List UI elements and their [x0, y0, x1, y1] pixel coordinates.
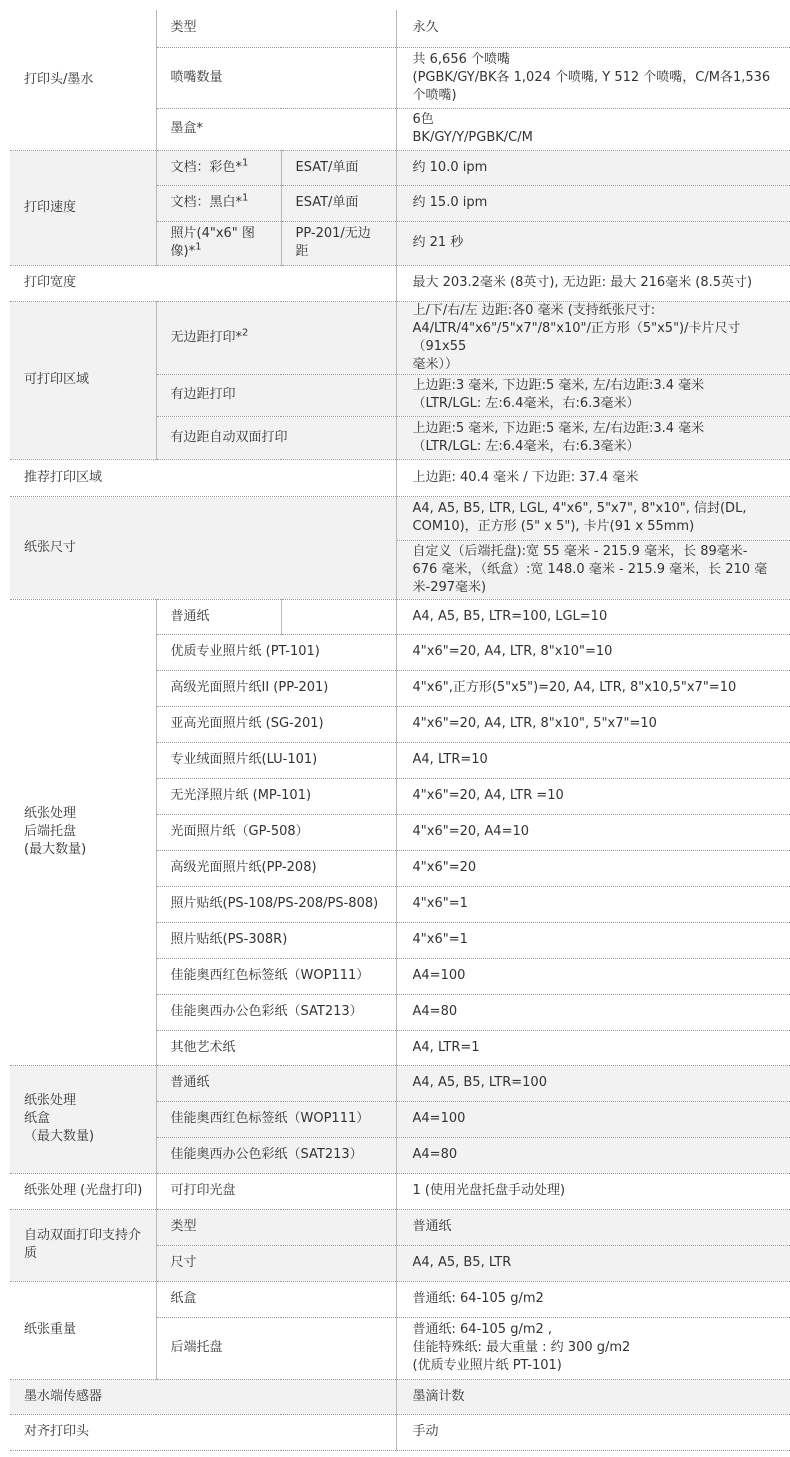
borderless-label: 无边距打印*$^2$: [156, 301, 396, 374]
speed-photo: 照片(4"x6" 图 像)*$^1$: [156, 221, 281, 265]
rear-tray-item-name: 照片贴纸(PS-308R): [156, 922, 396, 958]
borderless-row: [10, 301, 790, 374]
recommended-area-row: [10, 459, 790, 496]
cassette-item-name: 普通纸: [156, 1065, 396, 1101]
print-width-label: 打印宽度: [10, 265, 396, 301]
speed-color-std: ESAT/单面: [281, 150, 396, 185]
disc-name: 可打印光盘: [156, 1173, 396, 1209]
rear-tray-item-name: 专业绒面照片纸(LU-101): [156, 742, 396, 778]
rear-tray-item-name: 照片贴纸(PS-108/PS-208/PS-808): [156, 886, 396, 922]
weight-rear-value: 普通纸: 64-105 g/m2 , 佳能特殊纸: 最大重量 : 约 300 g/m2 (优质专业照片纸 PT-101): [396, 1317, 790, 1379]
auto-duplex-label: 自动双面打印支持介 质: [10, 1209, 156, 1281]
rear-tray-item-name: 亚高光面照片纸 (SG-201): [156, 706, 396, 742]
rear-tray-item-value: A4, A5, B5, LTR=100, LGL=10: [396, 599, 790, 634]
rear-tray-item-name: 光面照片纸（GP-508）: [156, 814, 396, 850]
head-align-label: 对齐打印头: [10, 1414, 396, 1450]
rear-tray-item-name: 高级光面照片纸(PP-208): [156, 850, 396, 886]
duplex-border-label: 有边距自动双面打印: [156, 416, 396, 459]
print-head-type-label: 类型: [156, 10, 396, 47]
cassette-row: [10, 1065, 790, 1101]
rear-tray-item-name: 其他艺术纸: [156, 1030, 396, 1065]
ink-sensor-value: 墨滴计数: [396, 1379, 790, 1414]
spec-table: [10, 10, 790, 1451]
paper-weight-label: 纸张重量: [10, 1281, 156, 1379]
rear-tray-item-value: 4"x6"=1: [396, 886, 790, 922]
head-align-row: [10, 1414, 790, 1450]
rear-tray-item-value: 4"x6"=1: [396, 922, 790, 958]
head-align-value: 手动: [396, 1414, 790, 1450]
rear-tray-item-value: 4"x6"=20, A4, LTR, 8"x10", 5"x7"=10: [396, 706, 790, 742]
weight-cassette-value: 普通纸: 64-105 g/m2: [396, 1281, 790, 1317]
rear-tray-item-value: A4, LTR=1: [396, 1030, 790, 1065]
rear-tray-item-value: 4"x6",正方形(5"x5")=20, A4, LTR, 8"x10,5"x7"=10: [396, 670, 790, 706]
speed-color-doc: 文档：彩色*$^1$: [156, 150, 281, 185]
rear-tray-label: 纸张处理 后端托盘 (最大数量): [10, 599, 156, 1065]
rear-tray-row: [10, 599, 790, 634]
print-width-value: 最大 203.2毫米 (8英寸), 无边距: 最大 216毫米 (8.5英寸): [396, 265, 790, 301]
bordered-value: 上边距:3 毫米, 下边距:5 毫米, 左/右边距:3.4 毫米 （LTR/LGL: 左:6.4毫米，右:6.3毫米）: [396, 374, 790, 416]
auto-duplex-size-value: A4, A5, B5, LTR: [396, 1245, 790, 1281]
cassette-item-value: A4=100: [396, 1101, 790, 1137]
nozzle-value: 共 6,656 个喷嘴 (PGBK/GY/BK各 1,024 个喷嘴, Y 512 个喷嘴，C/M各1,536 个喷嘴): [396, 47, 790, 108]
borderless-value: 上/下/右/左 边距:各0 毫米 (支持纸张尺寸: A4/LTR/4"x6"/5"x7"/8"x10"/正方形（5"x5")/卡片尺寸（91x55 毫米））: [396, 301, 790, 374]
rear-tray-item-value: A4=100: [396, 958, 790, 994]
ink-sensor-row: [10, 1379, 790, 1414]
ink-sensor-label: 墨水端传感器: [10, 1379, 396, 1414]
rear-tray-item-name: 优质专业照片纸 (PT-101): [156, 634, 396, 670]
print-width-row: [10, 265, 790, 301]
bordered-label: 有边距打印: [156, 374, 396, 416]
speed-photo-std: PP-201/无边 距: [281, 221, 396, 265]
paper-size-label: 纸张尺寸: [10, 496, 396, 599]
rear-tray-item-value: A4, LTR=10: [396, 742, 790, 778]
weight-cassette-row: [10, 1281, 790, 1317]
cartridge-value: 6色 BK/GY/Y/PGBK/C/M: [396, 108, 790, 150]
print-head-label: 打印头/墨水: [10, 10, 156, 150]
weight-rear-label: 后端托盘: [156, 1317, 396, 1379]
auto-duplex-size-label: 尺寸: [156, 1245, 396, 1281]
rear-tray-item-name: 佳能奥西办公色彩纸（SAT213）: [156, 994, 396, 1030]
print-speed-label: 打印速度: [10, 150, 156, 265]
speed-color-value: 约 10.0 ipm: [396, 150, 790, 185]
print-head-type-value: 永久: [396, 10, 790, 47]
rear-tray-item-value: 4"x6"=20, A4, LTR, 8"x10"=10: [396, 634, 790, 670]
print-head-type-row: [10, 10, 790, 47]
recommended-area-label: 推荐打印区域: [10, 459, 396, 496]
paper-size-value-1: A4, A5, B5, LTR, LGL, 4"x6", 5"x7", 8"x10", 信封(DL, COM10)，正方形 (5" x 5"), 卡片(91 x 55mm): [396, 496, 790, 540]
speed-color-row: [10, 150, 790, 185]
rear-tray-item-name: 普通纸: [156, 599, 281, 634]
cassette-item-name: 佳能奥西办公色彩纸（SAT213）: [156, 1137, 396, 1173]
recommended-area-value: 上边距: 40.4 毫米 / 下边距: 37.4 毫米: [396, 459, 790, 496]
rear-tray-item-name: 佳能奥西红色标签纸（WOP111）: [156, 958, 396, 994]
auto-duplex-type-row: [10, 1209, 790, 1245]
disc-row: [10, 1173, 790, 1209]
speed-bw-value: 约 15.0 ipm: [396, 185, 790, 221]
rear-tray-item-value: A4=80: [396, 994, 790, 1030]
rear-tray-item-value: 4"x6"=20, A4, LTR =10: [396, 778, 790, 814]
disc-label: 纸张处理 (光盘打印): [10, 1173, 156, 1209]
printable-area-label: 可打印区域: [10, 301, 156, 459]
disc-value: 1 (使用光盘托盘手动处理): [396, 1173, 790, 1209]
speed-photo-value: 约 21 秒: [396, 221, 790, 265]
cassette-item-value: A4, A5, B5, LTR=100: [396, 1065, 790, 1101]
duplex-border-value: 上边距:5 毫米, 下边距:5 毫米, 左/右边距:3.4 毫米 （LTR/LGL: 左:6.4毫米，右:6.3毫米）: [396, 416, 790, 459]
nozzle-label: 喷嘴数量: [156, 47, 396, 108]
weight-cassette-label: 纸盒: [156, 1281, 396, 1317]
cassette-label: 纸张处理 纸盒 （最大数量): [10, 1065, 156, 1173]
auto-duplex-type-value: 普通纸: [396, 1209, 790, 1245]
speed-bw-std: ESAT/单面: [281, 185, 396, 221]
cassette-item-value: A4=80: [396, 1137, 790, 1173]
paper-size-value-2: 自定义（后端托盘):宽 55 毫米 - 215.9 毫米，长 89毫米- 676 毫米，（纸盒）:宽 148.0 毫米 - 215.9 毫米，长 210 毫 米-297毫米): [396, 540, 790, 599]
rear-tray-item-value: 4"x6"=20: [396, 850, 790, 886]
rear-tray-item-name: 无光泽照片纸 (MP-101): [156, 778, 396, 814]
cartridge-label: 墨盒*: [156, 108, 396, 150]
cassette-item-name: 佳能奥西红色标签纸（WOP111）: [156, 1101, 396, 1137]
speed-bw-doc: 文档：黑白*$^1$: [156, 185, 281, 221]
rear-tray-item-value: 4"x6"=20, A4=10: [396, 814, 790, 850]
paper-size-row-1: [10, 496, 790, 540]
rear-tray-item-name: 高级光面照片纸II (PP-201): [156, 670, 396, 706]
auto-duplex-type-label: 类型: [156, 1209, 396, 1245]
